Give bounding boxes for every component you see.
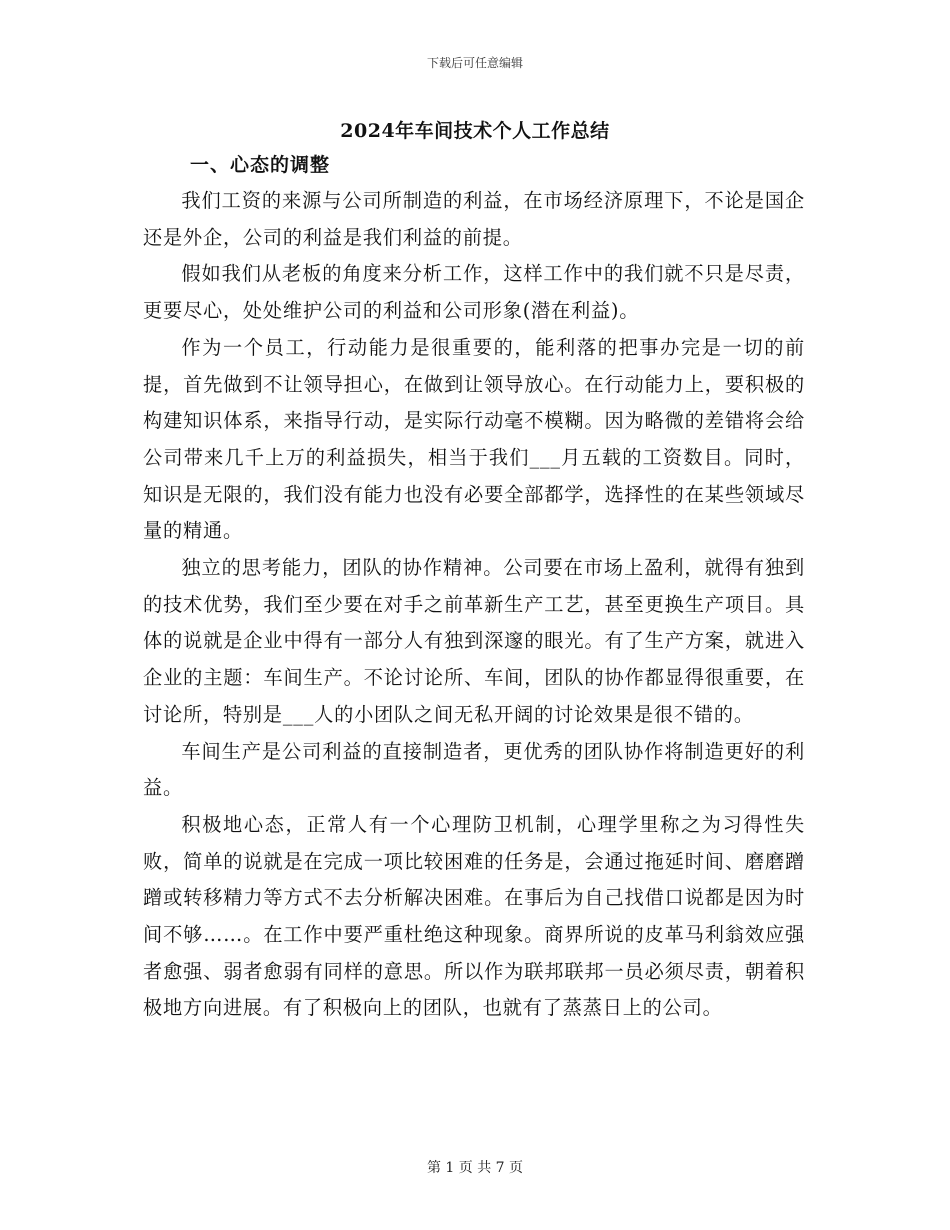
paragraph: 作为一个员工，行动能力是很重要的，能利落的把事办完是一切的前提，首先做到不让领导担心，在做到让领导放心。在行动能力上，要积极的构建知识体系，来指导行动，是实际行动毫不模糊。因为略微的差错将会给公司带来几千上万的利益损失，相当于我们___月五载的工资数目。同时，知识是无限的，我们没有能力也没有必要全部都学，选择性的在某些领域尽量的精通。 bbox=[143, 335, 805, 543]
page-number: 第 1 页 共 7 页 bbox=[426, 1160, 524, 1176]
paragraph: 车间生产是公司利益的直接制造者，更优秀的团队协作将制造更好的利益。 bbox=[143, 739, 805, 800]
paragraph: 积极地心态，正常人有一个心理防卫机制，心理学里称之为习得性失败，简单的说就是在完成一项比较困难的任务是，会通过拖延时间、磨磨蹭蹭或转移精力等方式不去分析解决困难。在事后为自己找借口说都是因为时间不够……。在工作中要严重杜绝这种现象。商界所说的皮革马利翁效应强者愈强、弱者愈弱有同样的意思。所以作为联邦联邦一员必须尽责，朝着积极地方向进展。有了积极向上的团队，也就有了蒸蒸日上的公司。 bbox=[143, 812, 805, 1020]
section-heading: 一、心态的调整 bbox=[190, 154, 331, 176]
paragraph: 我们工资的来源与公司所制造的利益，在市场经济原理下，不论是国企还是外企，公司的利益是我们利益的前提。 bbox=[143, 189, 805, 249]
document-body bbox=[143, 183, 805, 1027]
paragraph: 独立的思考能力，团队的协作精神。公司要在市场上盈利，就得有独到的技术优势，我们至少要在对手之前革新生产工艺，甚至更换生产项目。具体的说就是企业中得有一部分人有独到深邃的眼光。有了生产方案，就进入企业的主题：车间生产。不论讨论所、车间，团队的协作都显得很重要，在讨论所，特别是___人的小团队之间无私开阔的讨论效果是很不错的。 bbox=[143, 556, 805, 726]
paragraph: 假如我们从老板的角度来分析工作，这样工作中的我们就不只是尽责，更要尽心，处处维护公司的利益和公司形象(潜在利益)。 bbox=[143, 262, 805, 323]
document-title: 2024年车间技术个人工作总结 bbox=[340, 120, 610, 142]
header-note: 下载后可任意编辑 bbox=[426, 56, 523, 70]
